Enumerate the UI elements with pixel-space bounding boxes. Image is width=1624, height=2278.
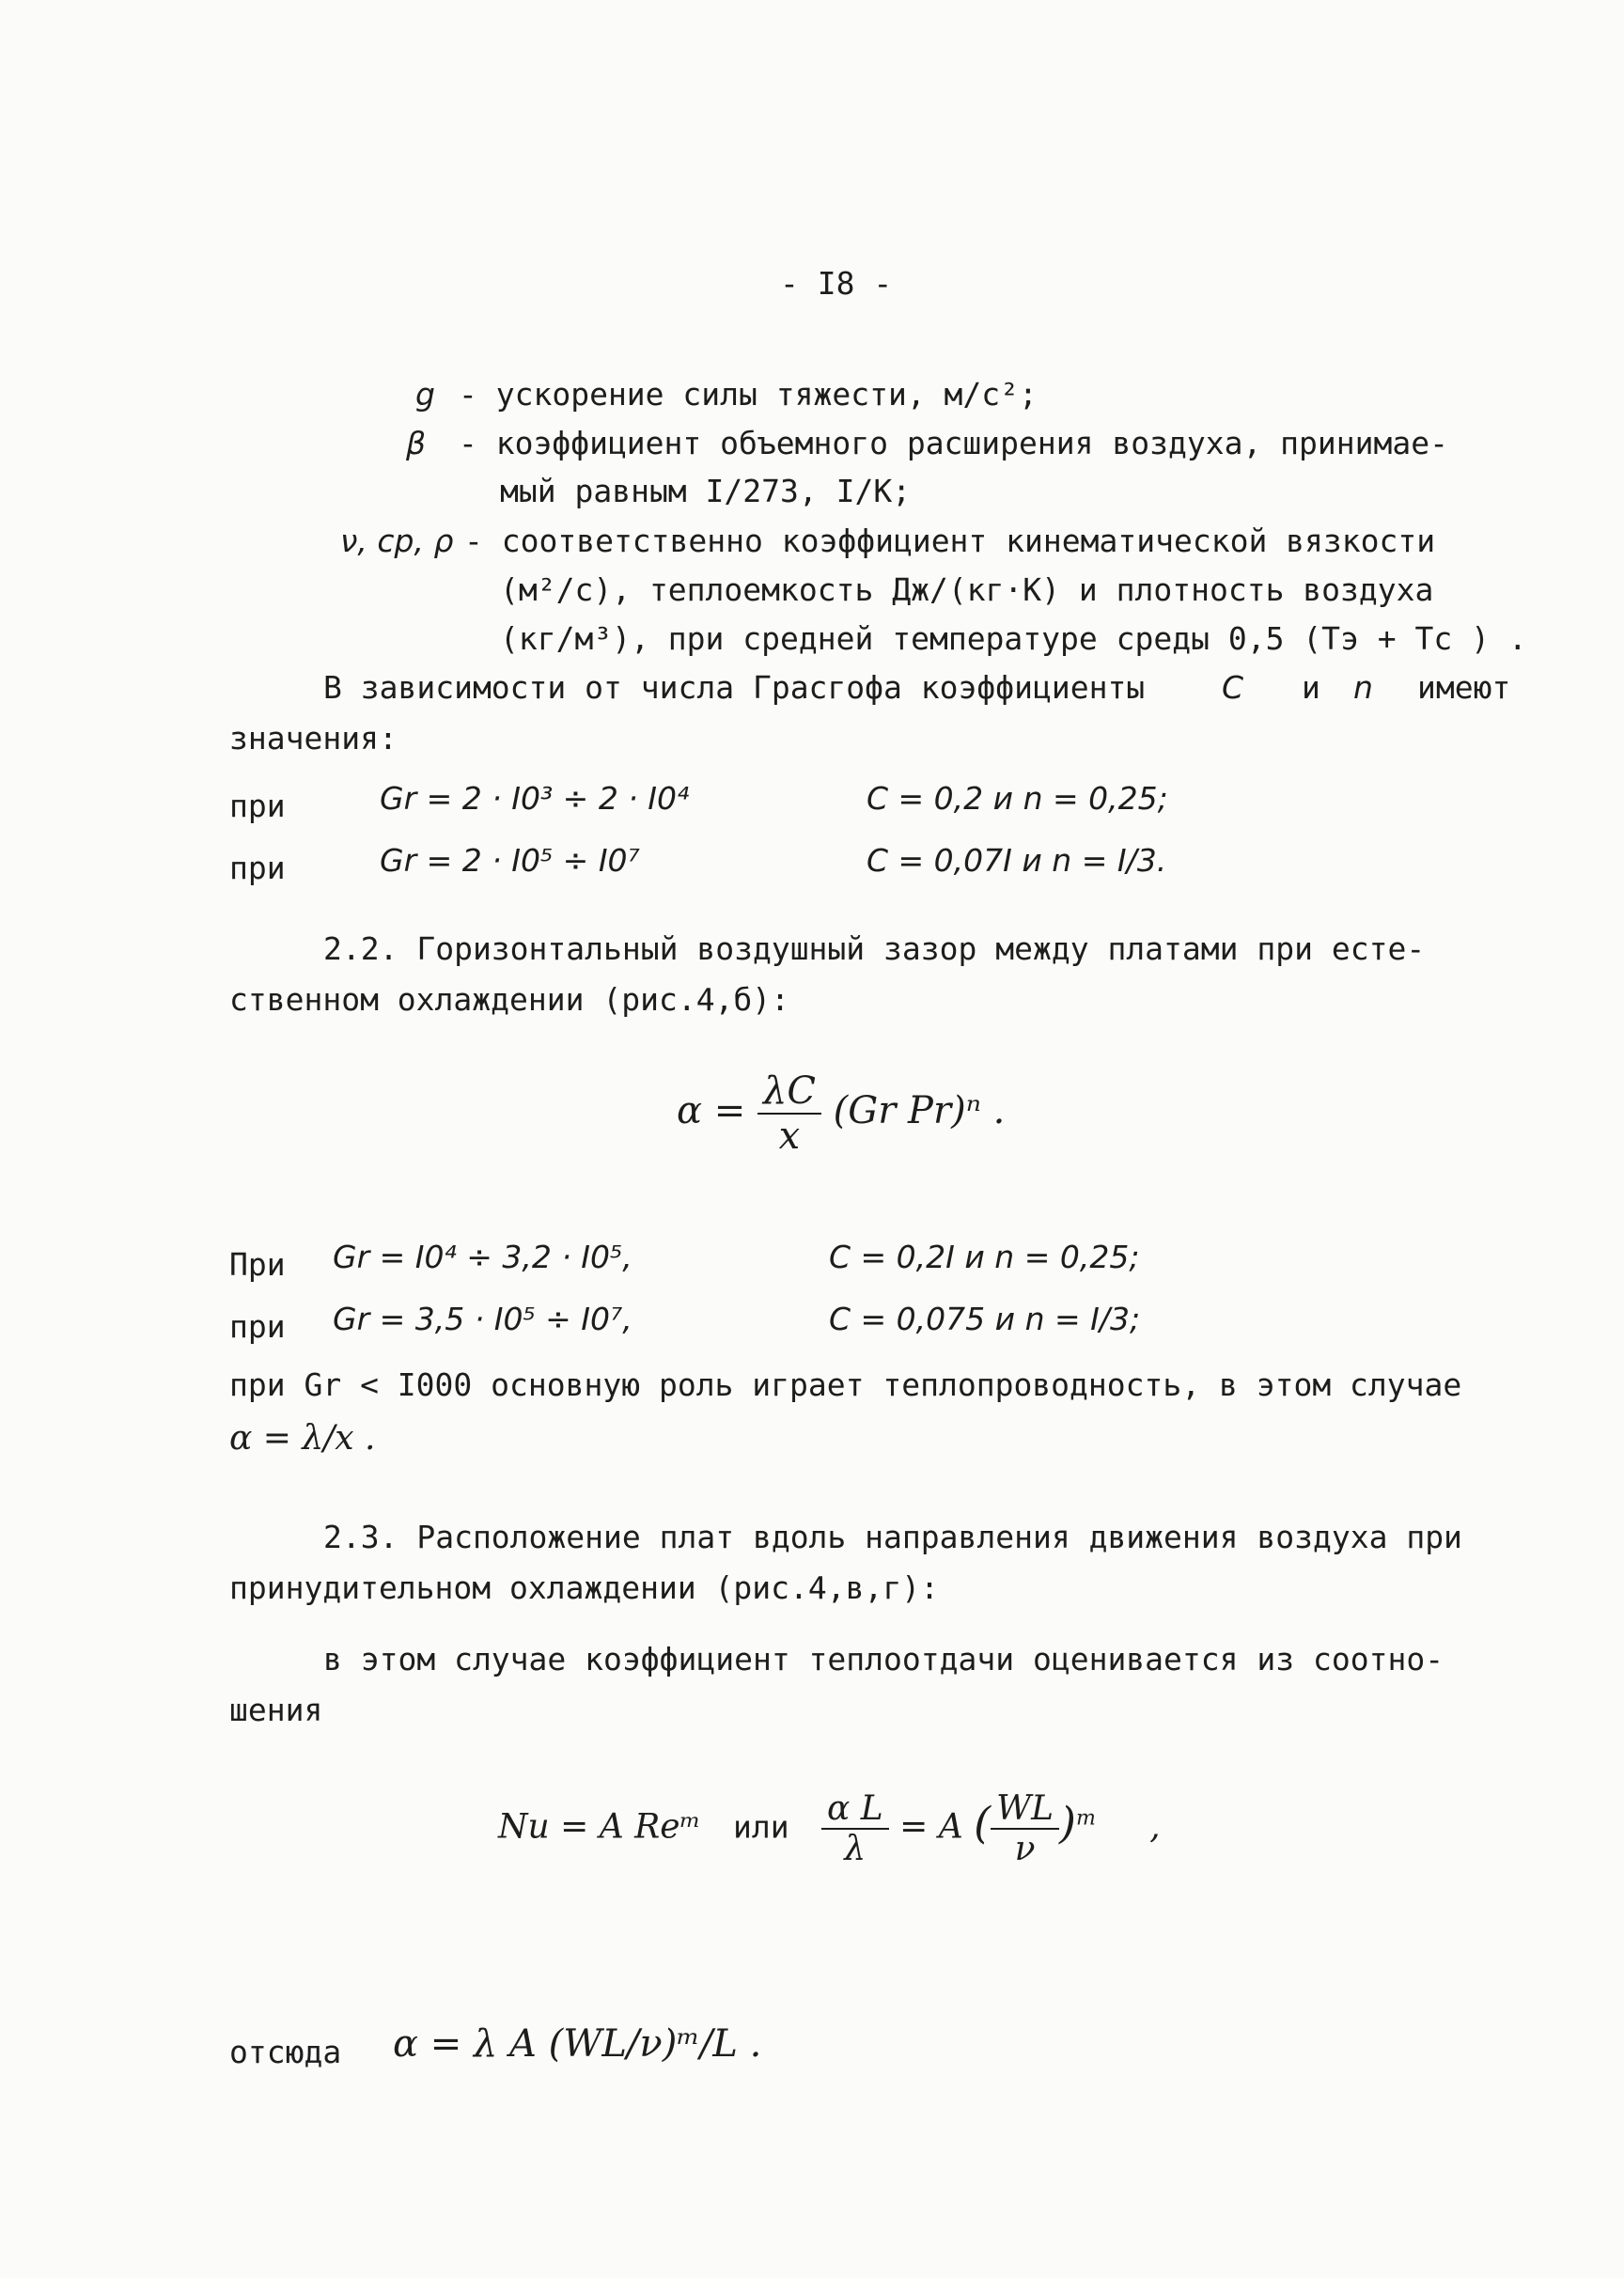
nusselt-inner-den: ν [1014,1830,1036,1869]
nusselt-pow: m [1075,1806,1096,1831]
case1-pri: при [229,788,286,824]
sec23-line1: 2.3. Расположение плат вдоль направления движения воздуха при [323,1519,1462,1555]
def-text-nu-cont1: (м²/с), теплоемкость Дж/(кг·К) и плотность воздуха [500,571,1434,608]
nusselt-comma: , [1149,1807,1161,1847]
nusselt-inner-num: WL [991,1789,1059,1830]
case4-range: Gr = 3,5 · I0⁵ ÷ I0⁷, [333,1301,632,1337]
para2-line2: α = λ/x . [229,1419,376,1458]
def-symbol-nu-cp-rho: ν, cp, ρ [340,523,454,559]
para1-and: и [1302,669,1320,706]
sec22-line1: 2.2. Горизонтальный воздушный зазор между платами при есте- [323,930,1426,967]
case3-pri: При [229,1246,286,1283]
para2-line1: при Gr < I000 основную роль играет теплопроводность, в этом случае [229,1366,1462,1403]
def-text-nu-cont2: (кг/м³), при средней температуре среды 0,5 (Tэ + Tс ) . [500,620,1527,657]
nusselt-or: или [733,1808,789,1846]
final-formula: α = λ A (WL/ν)ᵐ/L . [393,2022,762,2066]
nusselt-lhs: Nu = A Reᵐ [498,1807,701,1847]
case3-range: Gr = I0⁴ ÷ 3,2 · I0⁵, [333,1239,632,1275]
def-text-beta: - коэффициент объемного расширения воздуха, принимае- [459,425,1448,461]
nusselt-open-paren: ( [974,1797,992,1849]
formula22-den: x [778,1115,801,1158]
case3-cond: C = 0,2I и n = 0,25; [829,1239,1140,1275]
para1-n: n [1353,669,1373,706]
formula-nusselt [498,1789,1161,1869]
case2-pri: при [229,850,286,886]
sec22-line2: ственном охлаждении (рис.4,б): [229,981,790,1018]
case1-range: Gr = 2 · I0³ ÷ 2 · I0⁴ [380,780,690,817]
def-symbol-beta: β [406,425,427,461]
case4-cond: C = 0,075 и n = I/3; [829,1301,1141,1337]
para1-line1: В зависимости от числа Грасгофа коэффициенты [323,669,1146,706]
sec23-line4: шения [229,1692,323,1728]
case2-cond: C = 0,07I и n = I/3. [867,842,1167,879]
para1-c: C [1222,669,1244,706]
nusselt-eq: = A [899,1807,963,1847]
formula22-rhs: (Gr Pr)ⁿ . [833,1089,1006,1132]
final-label: отсюда [229,2034,342,2070]
nusselt-close-paren: ) [1059,1797,1076,1849]
sec23-line3: в этом случае коэффициент теплоотдачи оценивается из соотно- [323,1641,1444,1677]
formula22-num: λC [757,1069,821,1115]
nusselt-den: λ [844,1830,867,1869]
para1-line2: значения: [229,720,398,757]
sec23-line2: принудительном охлаждении (рис.4,в,г): [229,1569,939,1606]
case4-pri: при [229,1308,286,1345]
formula-alpha-22 [677,1069,1005,1158]
case1-cond: C = 0,2 и n = 0,25; [867,780,1168,817]
nusselt-inner-fraction [991,1789,1059,1869]
formula22-fraction [757,1069,821,1158]
def-text-nu: - соответственно коэффициент кинематической вязкости [464,523,1436,559]
nusselt-num: α L [821,1789,889,1830]
para1-have: имеют [1417,669,1511,706]
def-symbol-g: g [415,376,435,413]
nusselt-fraction [821,1789,889,1869]
def-text-g: - ускорение силы тяжести, м/с²; [459,376,1038,413]
def-text-beta-cont: мый равным I/273, I/K; [500,473,912,509]
case2-range: Gr = 2 · I0⁵ ÷ I0⁷ [380,842,640,879]
page-number: - I8 - [780,265,893,302]
formula22-lhs: α = [677,1089,746,1132]
